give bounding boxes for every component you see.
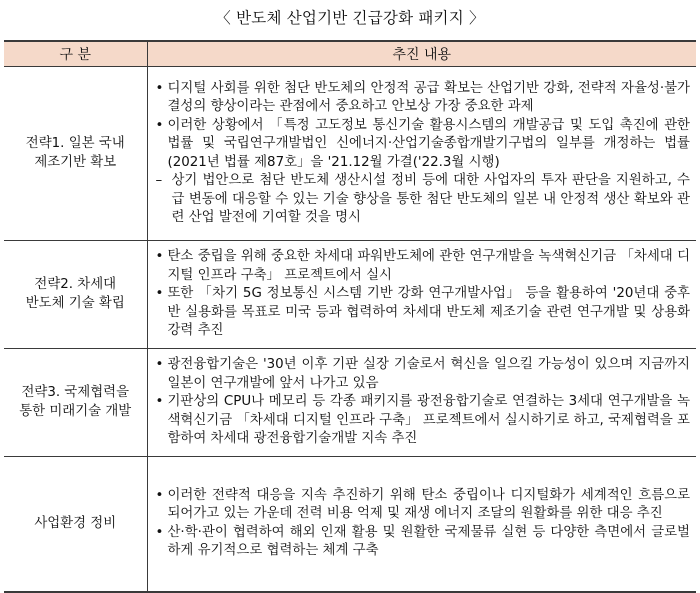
- table-row: [4, 241, 696, 349]
- item-text: 산·학·관이 협력하여 해외 인재 활용 및 원활한 국제물류 실현 등 다양한 측면에서 글로벌하게 유기적으로 협력하는 체계 구축: [167, 524, 690, 559]
- item-text: 이러한 전략적 대응을 지속 추진하기 위해 탄소 중립이나 디지털화가 세계적인 흐름으로 되어가고 있는 가운데 전력 비용 억제 및 재생 에너지 조달의 원활화를 위한 대응 추진: [167, 487, 690, 522]
- bullet-item: [156, 80, 691, 117]
- strategy-label-line: 사업환경 정비: [34, 515, 117, 531]
- table-row: [4, 349, 696, 457]
- bullet-item: [156, 117, 691, 173]
- bullet-item: [156, 285, 691, 341]
- page-title: 〈 반도체 산업기반 긴급강화 패키지 〉: [215, 9, 485, 27]
- bullet-marker: •: [155, 117, 164, 133]
- strategy-table: [4, 40, 696, 593]
- table-row: [4, 67, 696, 241]
- item-text: 광전융합기술은 '30년 이후 기판 실장 기술로서 혁신을 일으킬 가능성이 있으며 지금까지 일본이 연구개발에 앞서 나가고 있음: [167, 357, 690, 391]
- strategy-label: [4, 349, 147, 457]
- bullet-item: [156, 356, 691, 393]
- bullet-marker: •: [155, 394, 164, 410]
- bullet-marker: •: [155, 249, 164, 265]
- strategy-label-line: 전략3. 국제협력을: [21, 385, 130, 400]
- item-text: 기판상의 CPU나 메모리 등 각종 패키지를 광전융합기술로 연결하는 3세대 연구개발을 녹색혁신기금 「차세대 디지털 인프라 구축」 프로젝트에서 실시하기로 하고, 국제협력을 포함하여 차세대 광전융합기술개발 지속 추진: [167, 394, 690, 447]
- strategy-label: [4, 241, 147, 349]
- bullet-item: [156, 487, 691, 524]
- table-body: [4, 67, 696, 592]
- strategy-label-line: 전략1. 일본 국내: [25, 136, 125, 151]
- item-text: 상기 법안으로 첨단 반도체 생산시설 정비 등에 대한 사업자의 투자 판단을 지원하고, 수급 변동에 대응할 수 있는 기술 향상을 통한 첨단 반도체의 일본 내 안정적 생산 확보와 관련 산업 발전에 기여할 것을 명시: [171, 173, 690, 225]
- strategy-label-line: 통한 미래기술 개발: [19, 403, 132, 419]
- bullet-item: [156, 524, 691, 561]
- strategy-label-line: 제조기반 확보: [34, 154, 117, 170]
- content-cell: [147, 349, 696, 457]
- bullet-marker: •: [155, 357, 164, 373]
- item-text: 또한 「차기 5G 정보통신 시스템 기반 강화 연구개발사업」 등을 활용하여 '20년대 중후반 실용화를 목표로 미국 등과 협력하여 차세대 반도체 제조기술 관련 연구개발 및 상용화 강력 추진: [167, 286, 690, 339]
- header-content: 추진 내용: [147, 41, 696, 67]
- header-category: 구 분: [4, 41, 147, 67]
- table-header-row: [4, 41, 696, 67]
- bullet-item: [156, 393, 691, 449]
- bullet-marker: •: [155, 487, 164, 503]
- strategy-label: [4, 67, 147, 241]
- strategy-label-line: 반도체 기술 확립: [25, 295, 125, 311]
- item-text: 디지털 사회를 위한 첨단 반도체의 안정적 공급 확보는 산업기반 강화, 전략적 자율성·불가결성의 향상이라는 관점에서 중요하고 안보상 가장 중요한 과제: [167, 80, 690, 114]
- item-text: 탄소 중립을 위해 중요한 차세대 파워반도체에 관한 연구개발을 녹색혁신기금 「차세대 디지털 인프라 구축」 프로젝트에서 실시: [167, 249, 690, 283]
- content-cell: [147, 457, 696, 592]
- bullet-marker: •: [155, 286, 164, 302]
- content-cell: [147, 67, 696, 241]
- content-cell: [147, 241, 696, 349]
- strategy-label-line: 전략2. 차세대: [34, 277, 117, 292]
- dash-marker: –: [155, 173, 163, 188]
- bullet-marker: •: [155, 80, 164, 96]
- bullet-item: [156, 248, 691, 285]
- table-row: [4, 457, 696, 592]
- sub-item: [156, 172, 691, 228]
- strategy-label: [4, 457, 147, 592]
- item-text: 이러한 상황에서 「특정 고도정보 통신기술 활용시스템의 개발공급 및 도입 촉진에 관한 법률 및 국립연구개발법인 신에너지·산업기술종합개발기구법의 일부를 개정하는 법률(2021년 법률 제87호」을 '21.12월 가결('22.3월 시행): [167, 117, 690, 170]
- bullet-marker: •: [155, 524, 164, 540]
